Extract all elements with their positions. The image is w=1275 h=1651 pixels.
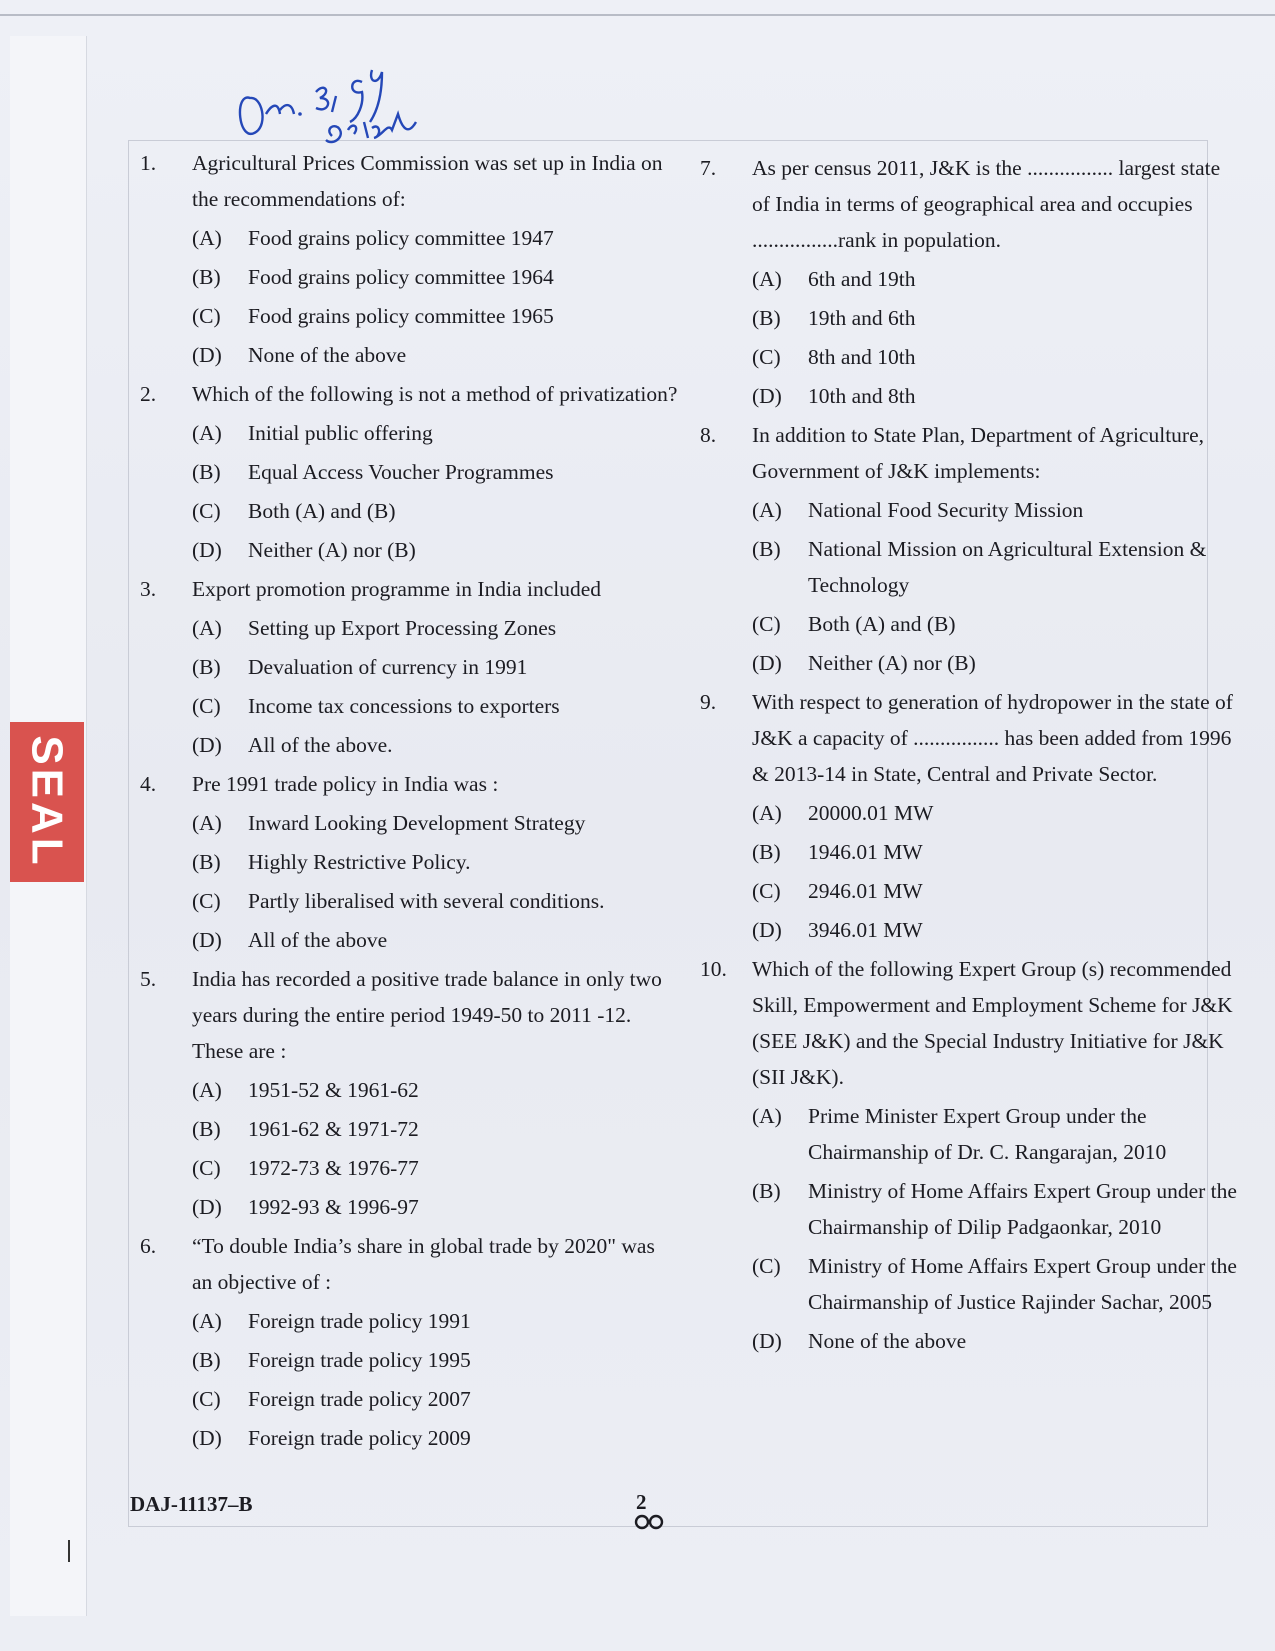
question-text: Pre 1991 trade policy in India was : bbox=[192, 772, 499, 796]
option-text: None of the above bbox=[248, 343, 407, 367]
option-label: (D) bbox=[752, 1329, 782, 1353]
option-label: (A) bbox=[752, 1104, 782, 1128]
option-label: (D) bbox=[192, 538, 222, 562]
option-label: (B) bbox=[192, 850, 221, 874]
handwritten-note-icon bbox=[232, 52, 462, 152]
option-text: Ministry of Home Affairs Expert Group under the Chairmanship of Justice Rajinder Sachar, 2005 bbox=[808, 1254, 1237, 1314]
option-label: (C) bbox=[752, 1254, 781, 1278]
option-text: Ministry of Home Affairs Expert Group under the Chairmanship of Dilip Padgaonkar, 2010 bbox=[808, 1179, 1237, 1239]
option-text: Food grains policy committee 1965 bbox=[248, 304, 554, 328]
option-label: (D) bbox=[192, 1426, 222, 1450]
option-label: (B) bbox=[752, 537, 781, 561]
question-text: “To double India’s share in global trade by 2020" was an objective of : bbox=[192, 1234, 655, 1294]
top-rule bbox=[0, 14, 1275, 16]
question-number: 1. bbox=[140, 151, 157, 175]
page-number: 2 bbox=[636, 1490, 647, 1514]
option-text: 1961-62 & 1971-72 bbox=[248, 1117, 419, 1141]
question-text: With respect to generation of hydropower in the state of J&K a capacity of ................ has been added from 1996 & 2013-14 in State, Central and Private Sector. bbox=[752, 690, 1233, 786]
option-text: Neither (A) nor (B) bbox=[248, 538, 416, 562]
option-label: (D) bbox=[192, 928, 222, 952]
question-text: Which of the following is not a method of privatization? bbox=[192, 382, 678, 406]
handwritten-note bbox=[232, 52, 462, 157]
right-column bbox=[700, 150, 1240, 1362]
question-number: 9. bbox=[700, 690, 717, 714]
question-text: Agricultural Prices Commission was set up in India on the recommendations of: bbox=[192, 151, 663, 211]
left-column bbox=[140, 145, 680, 1459]
option-text: National Mission on Agricultural Extension & Technology bbox=[808, 537, 1207, 597]
question-text: Which of the following Expert Group (s) recommended Skill, Empowerment and Employment Scheme for J&K (SEE J&K) and the Special Industry Initiative for J&K (SII J&K). bbox=[752, 957, 1233, 1089]
option-text: Equal Access Voucher Programmes bbox=[248, 460, 554, 484]
page-mark bbox=[634, 1514, 664, 1535]
option-text: Setting up Export Processing Zones bbox=[248, 616, 557, 640]
option-label: (B) bbox=[192, 265, 221, 289]
option-text: Prime Minister Expert Group under the Chairmanship of Dr. C. Rangarajan, 2010 bbox=[808, 1104, 1167, 1164]
option-text: 1972-73 & 1976-77 bbox=[248, 1156, 419, 1180]
option-text: Inward Looking Development Strategy bbox=[248, 811, 586, 835]
option-text: All of the above bbox=[248, 928, 388, 952]
option-text: Income tax concessions to exporters bbox=[248, 694, 560, 718]
seal-text: SEAL bbox=[23, 735, 73, 869]
option-text: Neither (A) nor (B) bbox=[808, 651, 976, 675]
seal-label bbox=[10, 722, 84, 882]
question-text: As per census 2011, J&K is the ................ largest state of India in terms of geographical area and occupies ................rank in population. bbox=[752, 156, 1221, 252]
option-label: (C) bbox=[752, 345, 781, 369]
question-6 bbox=[140, 1228, 680, 1456]
option-label: (A) bbox=[192, 811, 222, 835]
option-text: Food grains policy committee 1964 bbox=[248, 265, 554, 289]
option-label: (A) bbox=[192, 1309, 222, 1333]
option-text: 19th and 6th bbox=[808, 306, 916, 330]
option-text: National Food Security Mission bbox=[808, 498, 1084, 522]
question-7 bbox=[700, 150, 1240, 414]
question-number: 6. bbox=[140, 1234, 157, 1258]
question-text: Export promotion programme in India included bbox=[192, 577, 602, 601]
option-label: (B) bbox=[192, 1117, 221, 1141]
option-text: Both (A) and (B) bbox=[248, 499, 396, 523]
option-label: (C) bbox=[752, 879, 781, 903]
option-label: (A) bbox=[752, 801, 782, 825]
option-label: (A) bbox=[192, 421, 222, 445]
question-number: 10. bbox=[700, 957, 727, 981]
option-text: None of the above bbox=[808, 1329, 967, 1353]
option-label: (B) bbox=[192, 655, 221, 679]
option-text: Partly liberalised with several conditions. bbox=[248, 889, 605, 913]
option-label: (B) bbox=[192, 1348, 221, 1372]
option-text: Foreign trade policy 1995 bbox=[248, 1348, 471, 1372]
question-text: In addition to State Plan, Department of Agriculture, Government of J&K implements: bbox=[752, 423, 1204, 483]
option-label: (C) bbox=[192, 1387, 221, 1411]
question-text: India has recorded a positive trade balance in only two years during the entire period 1949-50 to 2011 -12. These are : bbox=[192, 967, 662, 1063]
paper-code: DAJ-11137–B bbox=[130, 1492, 253, 1516]
option-label: (C) bbox=[192, 1156, 221, 1180]
question-number: 5. bbox=[140, 967, 157, 991]
option-text: Foreign trade policy 1991 bbox=[248, 1309, 471, 1333]
option-label: (D) bbox=[752, 651, 782, 675]
option-text: Food grains policy committee 1947 bbox=[248, 226, 554, 250]
option-text: 1946.01 MW bbox=[808, 840, 923, 864]
option-label: (D) bbox=[752, 384, 782, 408]
option-text: Foreign trade policy 2009 bbox=[248, 1426, 471, 1450]
option-label: (A) bbox=[192, 1078, 222, 1102]
option-text: 3946.01 MW bbox=[808, 918, 923, 942]
question-number: 3. bbox=[140, 577, 157, 601]
option-text: 20000.01 MW bbox=[808, 801, 934, 825]
option-text: Both (A) and (B) bbox=[808, 612, 956, 636]
option-text: 1992-93 & 1996-97 bbox=[248, 1195, 419, 1219]
option-label: (A) bbox=[192, 226, 222, 250]
option-text: 8th and 10th bbox=[808, 345, 916, 369]
option-text: Highly Restrictive Policy. bbox=[248, 850, 471, 874]
question-4 bbox=[140, 766, 680, 958]
option-label: (B) bbox=[752, 306, 781, 330]
margin-tick bbox=[68, 1540, 70, 1562]
option-label: (D) bbox=[752, 918, 782, 942]
option-text: 10th and 8th bbox=[808, 384, 916, 408]
option-text: 6th and 19th bbox=[808, 267, 916, 291]
option-label: (C) bbox=[192, 694, 221, 718]
question-5 bbox=[140, 961, 680, 1225]
question-number: 2. bbox=[140, 382, 157, 406]
option-text: 1951-52 & 1961-62 bbox=[248, 1078, 419, 1102]
option-text: Devaluation of currency in 1991 bbox=[248, 655, 528, 679]
question-9 bbox=[700, 684, 1240, 948]
question-number: 4. bbox=[140, 772, 157, 796]
question-3 bbox=[140, 571, 680, 763]
question-8 bbox=[700, 417, 1240, 681]
option-text: All of the above. bbox=[248, 733, 393, 757]
option-label: (C) bbox=[752, 612, 781, 636]
option-label: (B) bbox=[752, 840, 781, 864]
option-label: (D) bbox=[192, 1195, 222, 1219]
option-label: (C) bbox=[192, 499, 221, 523]
option-label: (A) bbox=[752, 267, 782, 291]
question-2 bbox=[140, 376, 680, 568]
option-label: (B) bbox=[752, 1179, 781, 1203]
option-label: (A) bbox=[192, 616, 222, 640]
option-label: (D) bbox=[192, 343, 222, 367]
question-number: 7. bbox=[700, 156, 717, 180]
option-label: (C) bbox=[192, 304, 221, 328]
question-number: 8. bbox=[700, 423, 717, 447]
question-1 bbox=[140, 145, 680, 373]
question-10 bbox=[700, 951, 1240, 1359]
option-text: Initial public offering bbox=[248, 421, 433, 445]
option-text: Foreign trade policy 2007 bbox=[248, 1387, 471, 1411]
option-label: (C) bbox=[192, 889, 221, 913]
option-label: (B) bbox=[192, 460, 221, 484]
option-label: (D) bbox=[192, 733, 222, 757]
option-label: (A) bbox=[752, 498, 782, 522]
double-circle-icon bbox=[634, 1514, 664, 1530]
option-text: 2946.01 MW bbox=[808, 879, 923, 903]
